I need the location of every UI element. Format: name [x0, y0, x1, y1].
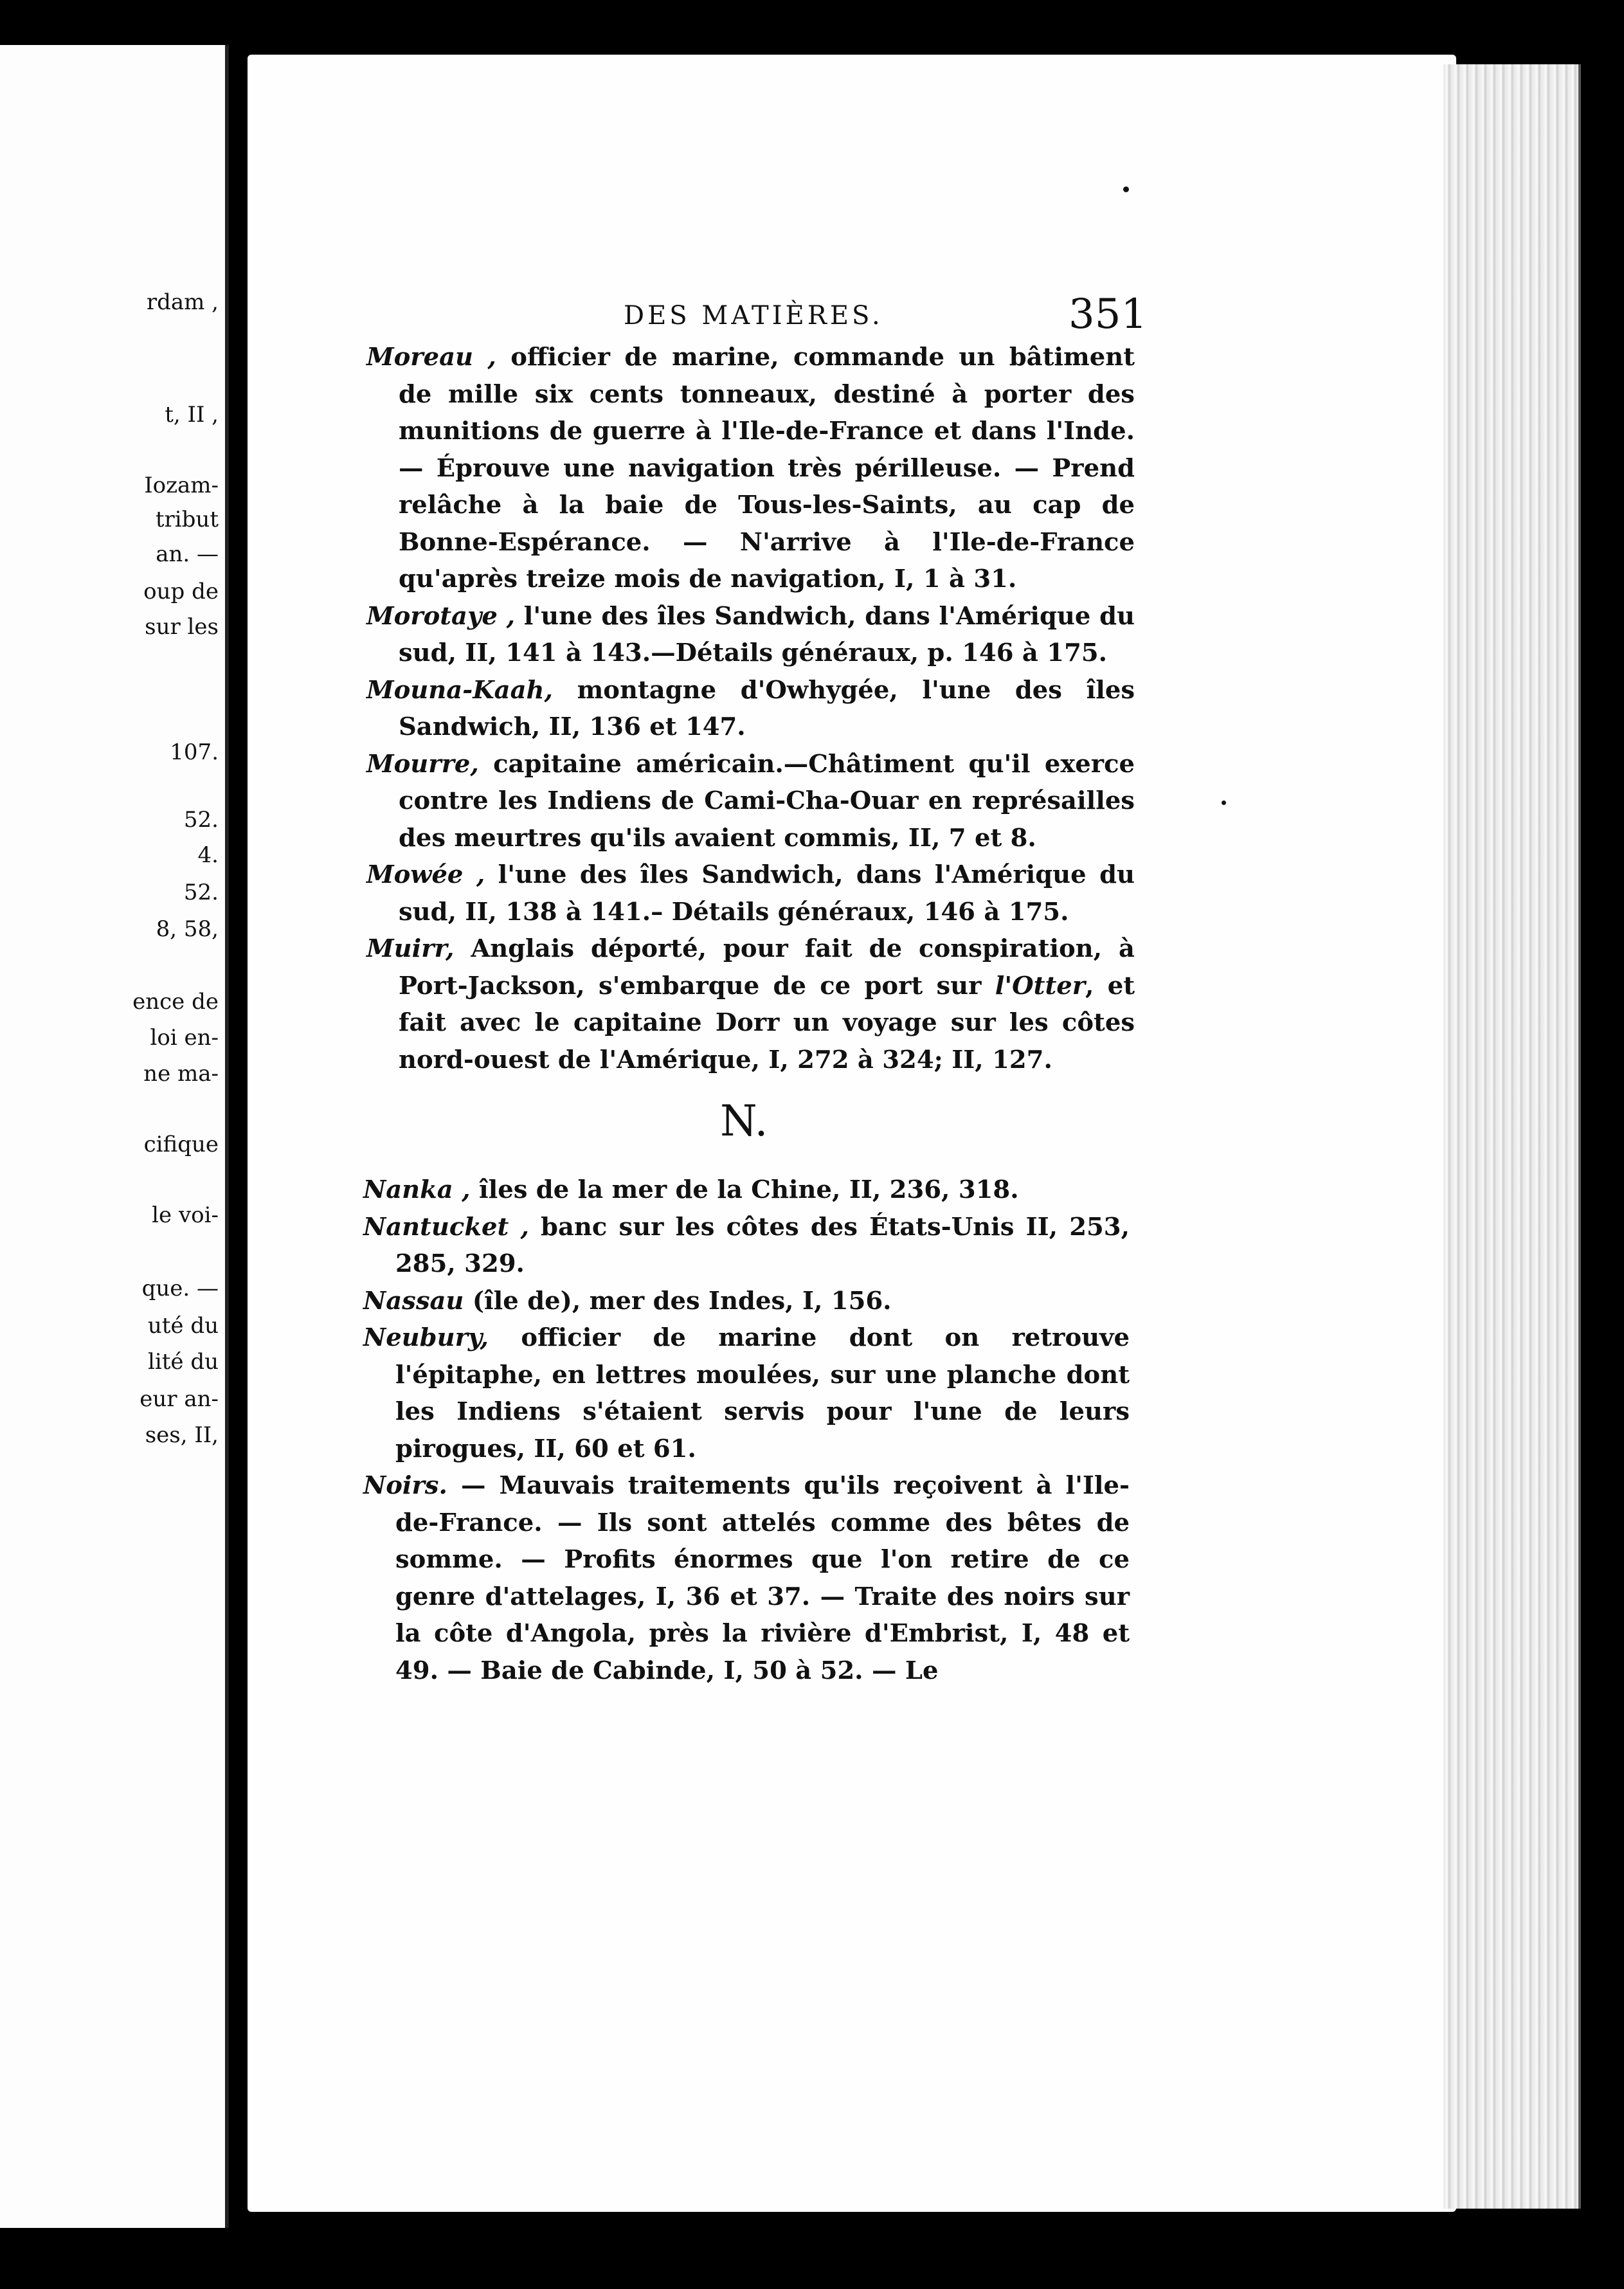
- entry-body: officier de marine dont on retrouve l'épitaphe, en lettres moulées, sur une planche dont les Indiens s'étaient servis pour l'une de leurs pirogues, II, 60 et 61.: [395, 1323, 1130, 1463]
- index-section-m: [366, 339, 1135, 1078]
- left-page-line: 52.: [183, 880, 219, 905]
- index-entry: [366, 746, 1135, 857]
- entry-body: Anglais déporté, pour fait de conspiration, à Port-Jackson, s'embarque de ce port sur: [399, 934, 1135, 1000]
- entry-head: Neubury,: [363, 1323, 489, 1352]
- entry-body: capitaine américain.—Châtiment qu'il exerce contre les Indiens de Cami-Cha-Ouar en représailles des meurtres qu'ils avaient commis, II, 7 et 8.: [399, 749, 1135, 853]
- left-facing-page: [0, 45, 229, 2228]
- entry-body: montagne d'Owhygée, l'une des îles Sandwich, II, 136 et 147.: [399, 675, 1135, 741]
- entry-body-continued: , et fait avec le capitaine Dorr un voyage sur les côtes nord-ouest de l'Amérique, I, 272 à 324; II, 127.: [399, 971, 1135, 1074]
- entry-head: Mouna-Kaah,: [366, 675, 553, 705]
- left-page-line: ses, II,: [145, 1422, 219, 1448]
- left-page-line: 107.: [170, 739, 219, 765]
- left-page-line: cifique: [143, 1132, 219, 1157]
- entry-body: (île de), mer des Indes, I, 156.: [472, 1286, 892, 1316]
- left-page-line: uté du: [147, 1313, 219, 1339]
- left-page-line: que. —: [141, 1276, 219, 1301]
- index-entry: [366, 856, 1135, 930]
- index-entry: [363, 1467, 1130, 1689]
- left-page-line: 8, 58,: [156, 916, 219, 942]
- entry-head: Nanka ,: [363, 1175, 471, 1204]
- index-entry: [363, 1209, 1130, 1283]
- left-page-line: Iozam-: [144, 473, 219, 498]
- index-entry: [363, 1319, 1130, 1467]
- left-page-line: sur les: [145, 614, 219, 640]
- left-page-line: rdam ,: [146, 289, 219, 315]
- running-head: DES MATIÈRES.: [624, 301, 883, 330]
- left-page-line: le voi-: [152, 1202, 219, 1228]
- left-page-line: t, II ,: [165, 402, 219, 428]
- left-page-line: loi en-: [150, 1025, 219, 1051]
- left-page-line: ne ma-: [143, 1061, 219, 1087]
- index-entry: [363, 1283, 1130, 1320]
- index-entry: [366, 598, 1135, 672]
- entry-body: banc sur les côtes des États-Unis II, 253, 285, 329.: [395, 1212, 1130, 1278]
- ink-spot: [1222, 801, 1226, 805]
- entry-head: Mowée ,: [366, 860, 485, 889]
- left-page-line: 4.: [197, 842, 219, 868]
- index-entry: [366, 672, 1135, 746]
- index-section-n: [363, 1172, 1130, 1689]
- left-page-line: 52.: [183, 807, 219, 833]
- entry-body: îles de la mer de la Chine, II, 236, 318.: [478, 1175, 1019, 1204]
- entry-head: Morotaye ,: [366, 601, 515, 631]
- entry-head: Nantucket ,: [363, 1212, 529, 1242]
- left-page-line: oup de: [143, 579, 219, 604]
- entry-head: Noirs.: [363, 1471, 447, 1500]
- left-page-line: ence de: [132, 989, 219, 1015]
- index-entry: [363, 1172, 1130, 1209]
- entry-head: Muirr,: [366, 934, 455, 963]
- index-entry: [366, 339, 1135, 598]
- page-edges: [1443, 64, 1581, 2209]
- left-page-line: tribut: [155, 507, 219, 532]
- left-page-line: an. —: [156, 541, 219, 567]
- entry-head: Mourre,: [366, 749, 479, 779]
- page-number: 351: [1069, 291, 1148, 338]
- entry-head: Moreau ,: [366, 343, 496, 372]
- section-letter: N.: [720, 1096, 768, 1146]
- left-page-line: lité du: [147, 1349, 219, 1375]
- index-entry: [366, 930, 1135, 1078]
- ship-name: l'Otter: [995, 971, 1086, 1000]
- entry-body: l'une des îles Sandwich, dans l'Amérique du sud, II, 141 à 143.—Détails généraux, p. 146 à 175.: [399, 601, 1135, 667]
- entry-body: — Mauvais traitements qu'ils reçoivent à l'Ile-de-France. — Ils sont attelés comme des bêtes de somme. — Profits énormes que l'on retire de ce genre d'attelages, I, 36 et 37. — Traite des noirs sur la côte d'Angola, près la rivière d'Embrist, I, 48 et 49. — Baie de Cabinde, I, 50 à 52. — Le: [395, 1471, 1130, 1685]
- left-page-line: eur an-: [140, 1386, 219, 1412]
- ink-spot: [1123, 186, 1129, 192]
- entry-head: Nassau: [363, 1286, 464, 1316]
- entry-body: l'une des îles Sandwich, dans l'Amérique du sud, II, 138 à 141.– Détails généraux, 146 à 175.: [399, 860, 1135, 927]
- entry-body: officier de marine, commande un bâtiment de mille six cents tonneaux, destiné à porter des munitions de guerre à l'Ile-de-France et dans l'Inde. — Éprouve une navigation très périlleuse. — Prend relâche à la baie de Tous-les-Saints, au cap de Bonne-Espérance. — N'arrive à l'Ile-de-France qu'après treize mois de navigation, I, 1 à 31.: [399, 343, 1135, 593]
